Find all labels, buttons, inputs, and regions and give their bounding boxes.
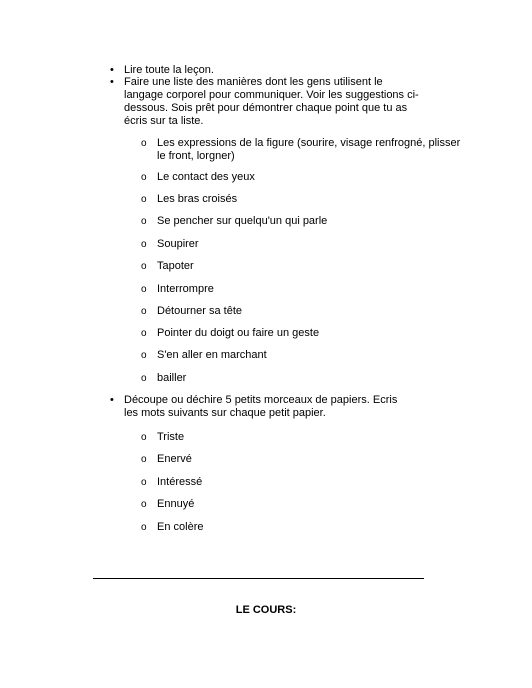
gesture-item <box>157 260 467 273</box>
horizontal-rule <box>93 578 424 579</box>
emotion-item <box>157 521 467 534</box>
gesture-item <box>157 349 467 362</box>
gesture-item <box>157 137 462 163</box>
emotion-item <box>157 476 467 489</box>
gesture-text: Le contact des yeux <box>157 171 255 183</box>
emotion-item <box>157 431 467 444</box>
gesture-item <box>157 372 467 385</box>
gesture-item <box>157 305 467 318</box>
gesture-item <box>157 215 467 228</box>
emotion-item <box>157 498 467 511</box>
gesture-text: bailler <box>157 372 187 384</box>
gesture-text: Détourner sa tête <box>157 305 242 317</box>
gesture-item <box>157 171 467 184</box>
gesture-text: S'en aller en marchant <box>157 349 267 361</box>
list-item-cut-papers <box>124 394 414 420</box>
emotion-text: En colère <box>157 521 204 533</box>
emotion-item <box>157 453 467 466</box>
emotion-text: Intéressé <box>157 476 203 488</box>
gesture-item <box>157 238 467 251</box>
gesture-item <box>157 193 467 206</box>
list-item-text: Lire toute la leçon. <box>124 64 214 76</box>
gesture-text: Se pencher sur quelqu'un qui parle <box>157 215 328 227</box>
gesture-text: Interrompre <box>157 283 214 295</box>
list-item-text: Faire une liste des manières dont les gens utilisent le langage corporel pour communiquer. Voir les suggestions ci-dessous. Sois prêt pour démontrer chaque point que tu as écris sur ta liste. <box>124 76 419 127</box>
list-item-make-list <box>124 76 420 128</box>
list-item-text: Découpe ou déchire 5 petits morceaux de papiers. Ecris les mots suivants sur chaque petit papier. <box>124 394 398 419</box>
gesture-text: Tapoter <box>157 260 194 272</box>
gesture-item <box>157 327 467 340</box>
emotion-text: Enervé <box>157 453 192 465</box>
gesture-text: Soupirer <box>157 238 199 250</box>
emotion-text: Triste <box>157 431 185 443</box>
emotion-text: Ennuyé <box>157 498 195 510</box>
gesture-item <box>157 283 467 296</box>
gesture-text: Les bras croisés <box>157 193 238 205</box>
gesture-text: Pointer du doigt ou faire un geste <box>157 327 320 339</box>
gesture-text: Les expressions de la figure (sourire, visage renfrogné, plisser le front, lorgner) <box>157 137 461 162</box>
section-title: LE COURS: <box>235 604 297 616</box>
